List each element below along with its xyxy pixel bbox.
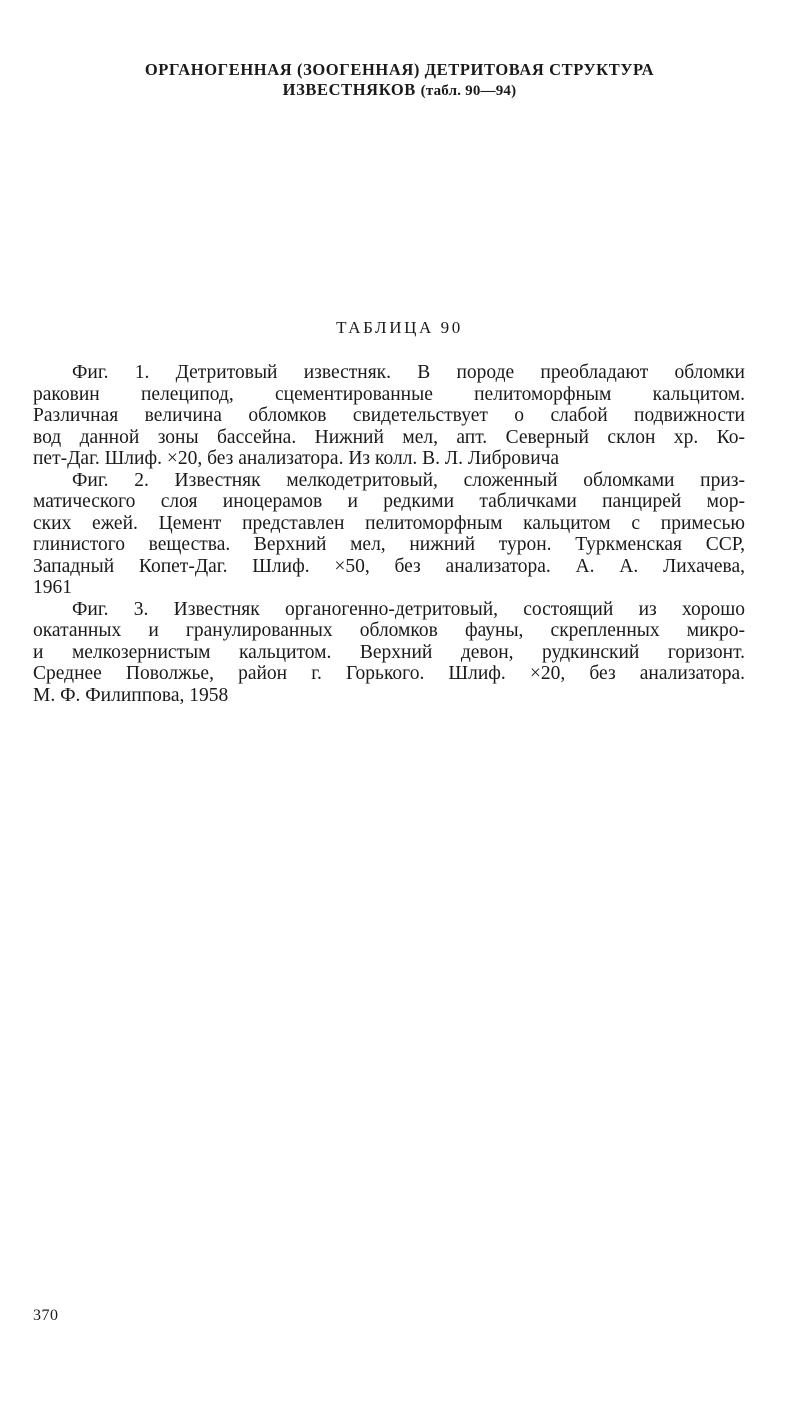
- caption-line: и мелкозернистым кальцитом. Верхний девон, рудкинский горизонт.: [33, 641, 745, 663]
- page-number: 370: [33, 1307, 59, 1324]
- caption-line: окатанных и гранулированных обломков фауны, скрепленных микро-: [33, 620, 745, 641]
- figure-caption-1: [33, 362, 745, 470]
- caption-line: Западный Копет-Даг. Шлиф. ×50, без анализатора. А. А. Лихачева,: [33, 555, 745, 577]
- caption-line: Фиг. 1. Детритовый известняк. В породе преобладают обломки: [72, 362, 745, 383]
- heading-line-1: ОРГАНОГЕННАЯ (ЗООГЕННАЯ) ДЕТРИТОВАЯ СТРУКТУРА: [144, 60, 655, 79]
- caption-line: матического слоя иноцерамов и редкими табличками панцирей мор-: [33, 491, 745, 512]
- table-label: ТАБЛИЦА 90: [336, 318, 463, 337]
- caption-line: Среднее Поволжье, район г. Горького. Шлиф. ×20, без анализатора.: [33, 663, 745, 684]
- caption-line: ских ежей. Цемент представлен пелитоморфным кальцитом с примесью: [33, 512, 745, 534]
- caption-line: Фиг. 2. Известняк мелкодетритовый, сложенный обломками приз-: [72, 469, 745, 491]
- heading-line-2-main: ИЗВЕСТНЯКОВ: [282, 80, 416, 99]
- caption-line: вод данной зоны бассейна. Нижний мел, апт. Северный склон хр. Ко-: [33, 426, 745, 448]
- figure-caption-3: [33, 599, 745, 707]
- heading-table-reference: (табл. 90—94): [420, 83, 517, 99]
- caption-line: 1961: [33, 577, 72, 598]
- heading-line-2: [0, 80, 799, 101]
- figure-caption-2: [33, 470, 745, 599]
- caption-line: Фиг. 3. Известняк органогенно-детритовый, состоящий из хорошо: [72, 598, 745, 620]
- caption-line: глинистого вещества. Верхний мел, нижний турон. Туркменская ССР,: [33, 534, 745, 555]
- caption-line: Различная величина обломков свидетельствует о слабой подвижности: [33, 405, 745, 426]
- caption-line: раковин пелеципод, сцементированные пелитоморфным кальцитом.: [33, 383, 745, 405]
- figure-captions: [33, 362, 745, 706]
- caption-line: пет-Даг. Шлиф. ×20, без анализатора. Из колл. В. Л. Либровича: [33, 448, 560, 469]
- caption-line: М. Ф. Филиппова, 1958: [33, 684, 229, 706]
- section-heading: [0, 60, 799, 101]
